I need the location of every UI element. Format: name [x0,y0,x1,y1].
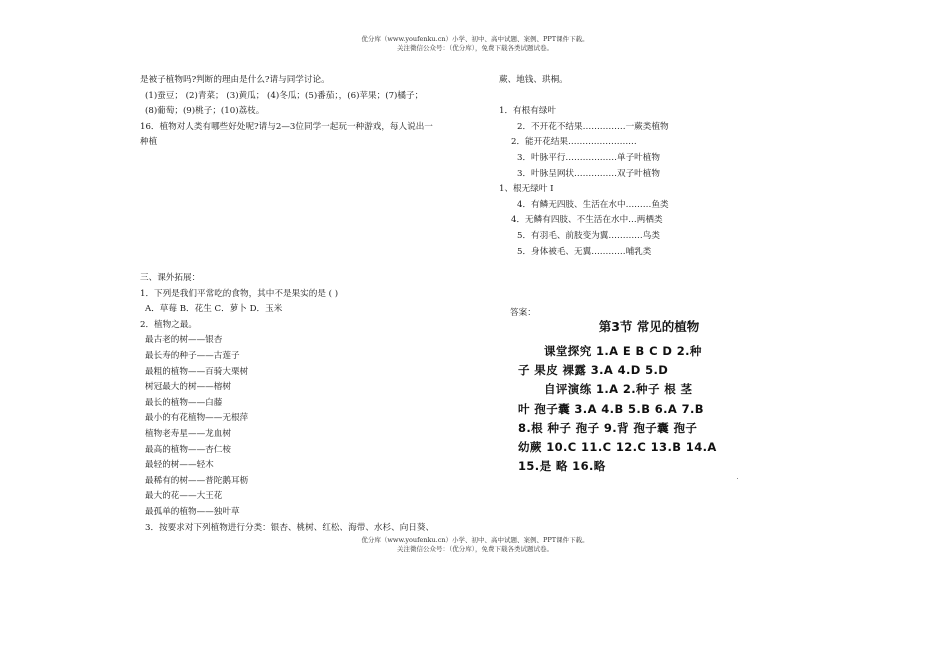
key-line: 4．有鳞无四肢、生活在水中………鱼类 [517,199,669,210]
plant-record: 最稀有的树——普陀鹅耳枥 [145,475,249,486]
plant-record: 最轻的树——轻木 [145,460,214,471]
answer-title: 第3节 常见的植物 [598,319,700,334]
key-line: 3．叶脉平行………………单子叶植物 [517,152,660,163]
plant-record: 树冠最大的树——榕树 [145,382,231,393]
left-column-top [140,73,480,151]
question-16-cont: 种植 [140,137,158,148]
scan-speck [737,478,738,479]
question-3: 3．按要求对下列植物进行分类：银杏、桃树、红松、海带、水杉、向日葵、 [145,522,435,533]
plant-record: 植物老寿星——龙血树 [145,428,231,439]
answer-line: 课堂探究 1.A E B C D 2.种 [544,344,702,358]
plant-list: (8)葡萄；(9)桃子；(10)荔枝。 [145,106,265,117]
plant-record: 最小的有花植物——无根萍 [145,413,249,424]
answer-line: 自评演练 1.A 2.种子 根 茎 [544,382,693,397]
plant-record: 最高的植物——杏仁桉 [145,444,231,455]
question-text: 是被子植物吗?判断的理由是什么?请与同学讨论。 [140,75,330,85]
key-line: 5．有羽毛、前肢变为翼…………鸟类 [517,230,660,241]
blank-line [499,89,699,105]
key-line: 3．叶脉呈网状……………双子叶植物 [517,168,660,179]
header-line-1: 优分库（www.youfenku.cn）小学、初中、高中试题、案例、PPT课件下载。 [361,35,589,43]
answer-line: 15.是 略 16.略 [518,459,606,474]
key-line: 5．身体被毛、无翼…………哺乳类 [517,246,652,257]
answers-label: 答案： [510,308,536,318]
footer-line-2: 关注微信公众号：（优分库），免费下载各类试题试卷。 [397,545,553,553]
page-header [0,35,950,53]
plant-record: 最古老的树——银杏 [145,335,223,346]
plant-record: 最长寿的种子——古莲子 [145,350,240,361]
key-line: 2．能开花结果…………………… [511,137,637,148]
key-line: 2．不开花不结果……………一蕨类植物 [517,121,669,132]
key-line: 1．有根有绿叶 [499,106,557,117]
answer-line: 幼蕨 10.C 11.C 12.C 13.B 14.A [518,439,717,454]
plant-record: 最长的植物——白藤 [145,397,223,408]
answer-line: 8.根 种子 孢子 9.背 孢子囊 孢子 [518,420,698,435]
question-1-options: A．草莓 B．花生 C．萝卜 D．玉米 [145,304,283,315]
answer-scan [518,318,770,476]
plant-record: 最孤单的植物——独叶草 [145,506,240,517]
question-16: 16．植物对人类有哪些好处呢?请与2—3位同学一起玩一种游戏，每人说出一 [140,121,433,132]
answer-line: 子 果皮 裸露 3.A 4.D 5.D [518,363,669,378]
plant-record: 最粗的植物——百骑大栗树 [145,366,249,377]
footer-line-1: 优分库（www.youfenku.cn）小学、初中、高中试题、案例、PPT课件下载。 [361,536,589,544]
page-footer [0,536,950,554]
question-1: 1．下列是我们平常吃的食物，其中不是果实的是 ( ) [140,288,339,299]
answer-line: 叶 孢子囊 3.A 4.B 5.B 6.A 7.B [518,401,704,416]
question-2: 2．植物之最。 [140,319,198,330]
right-column-key [499,73,699,260]
key-line: 4．无鳞有四肢、不生活在水中…两栖类 [511,215,663,226]
header-line-2: 关注微信公众号：（优分库），免费下载各类试题试卷。 [397,44,553,52]
plant-record: 最大的花——大王花 [145,491,223,502]
plant-list: (1)蚕豆； (2)青菜； (3)黄瓜； (4)冬瓜；(5)番茄；，(6)苹果；(7)橘子； [145,90,424,101]
key-line: 1、根无绿叶 I [499,184,554,195]
left-column-bottom [140,271,480,536]
section-heading: 三、课外拓展： [140,273,201,283]
plant-list-cont: 蕨、地钱、珙桐。 [499,75,568,85]
